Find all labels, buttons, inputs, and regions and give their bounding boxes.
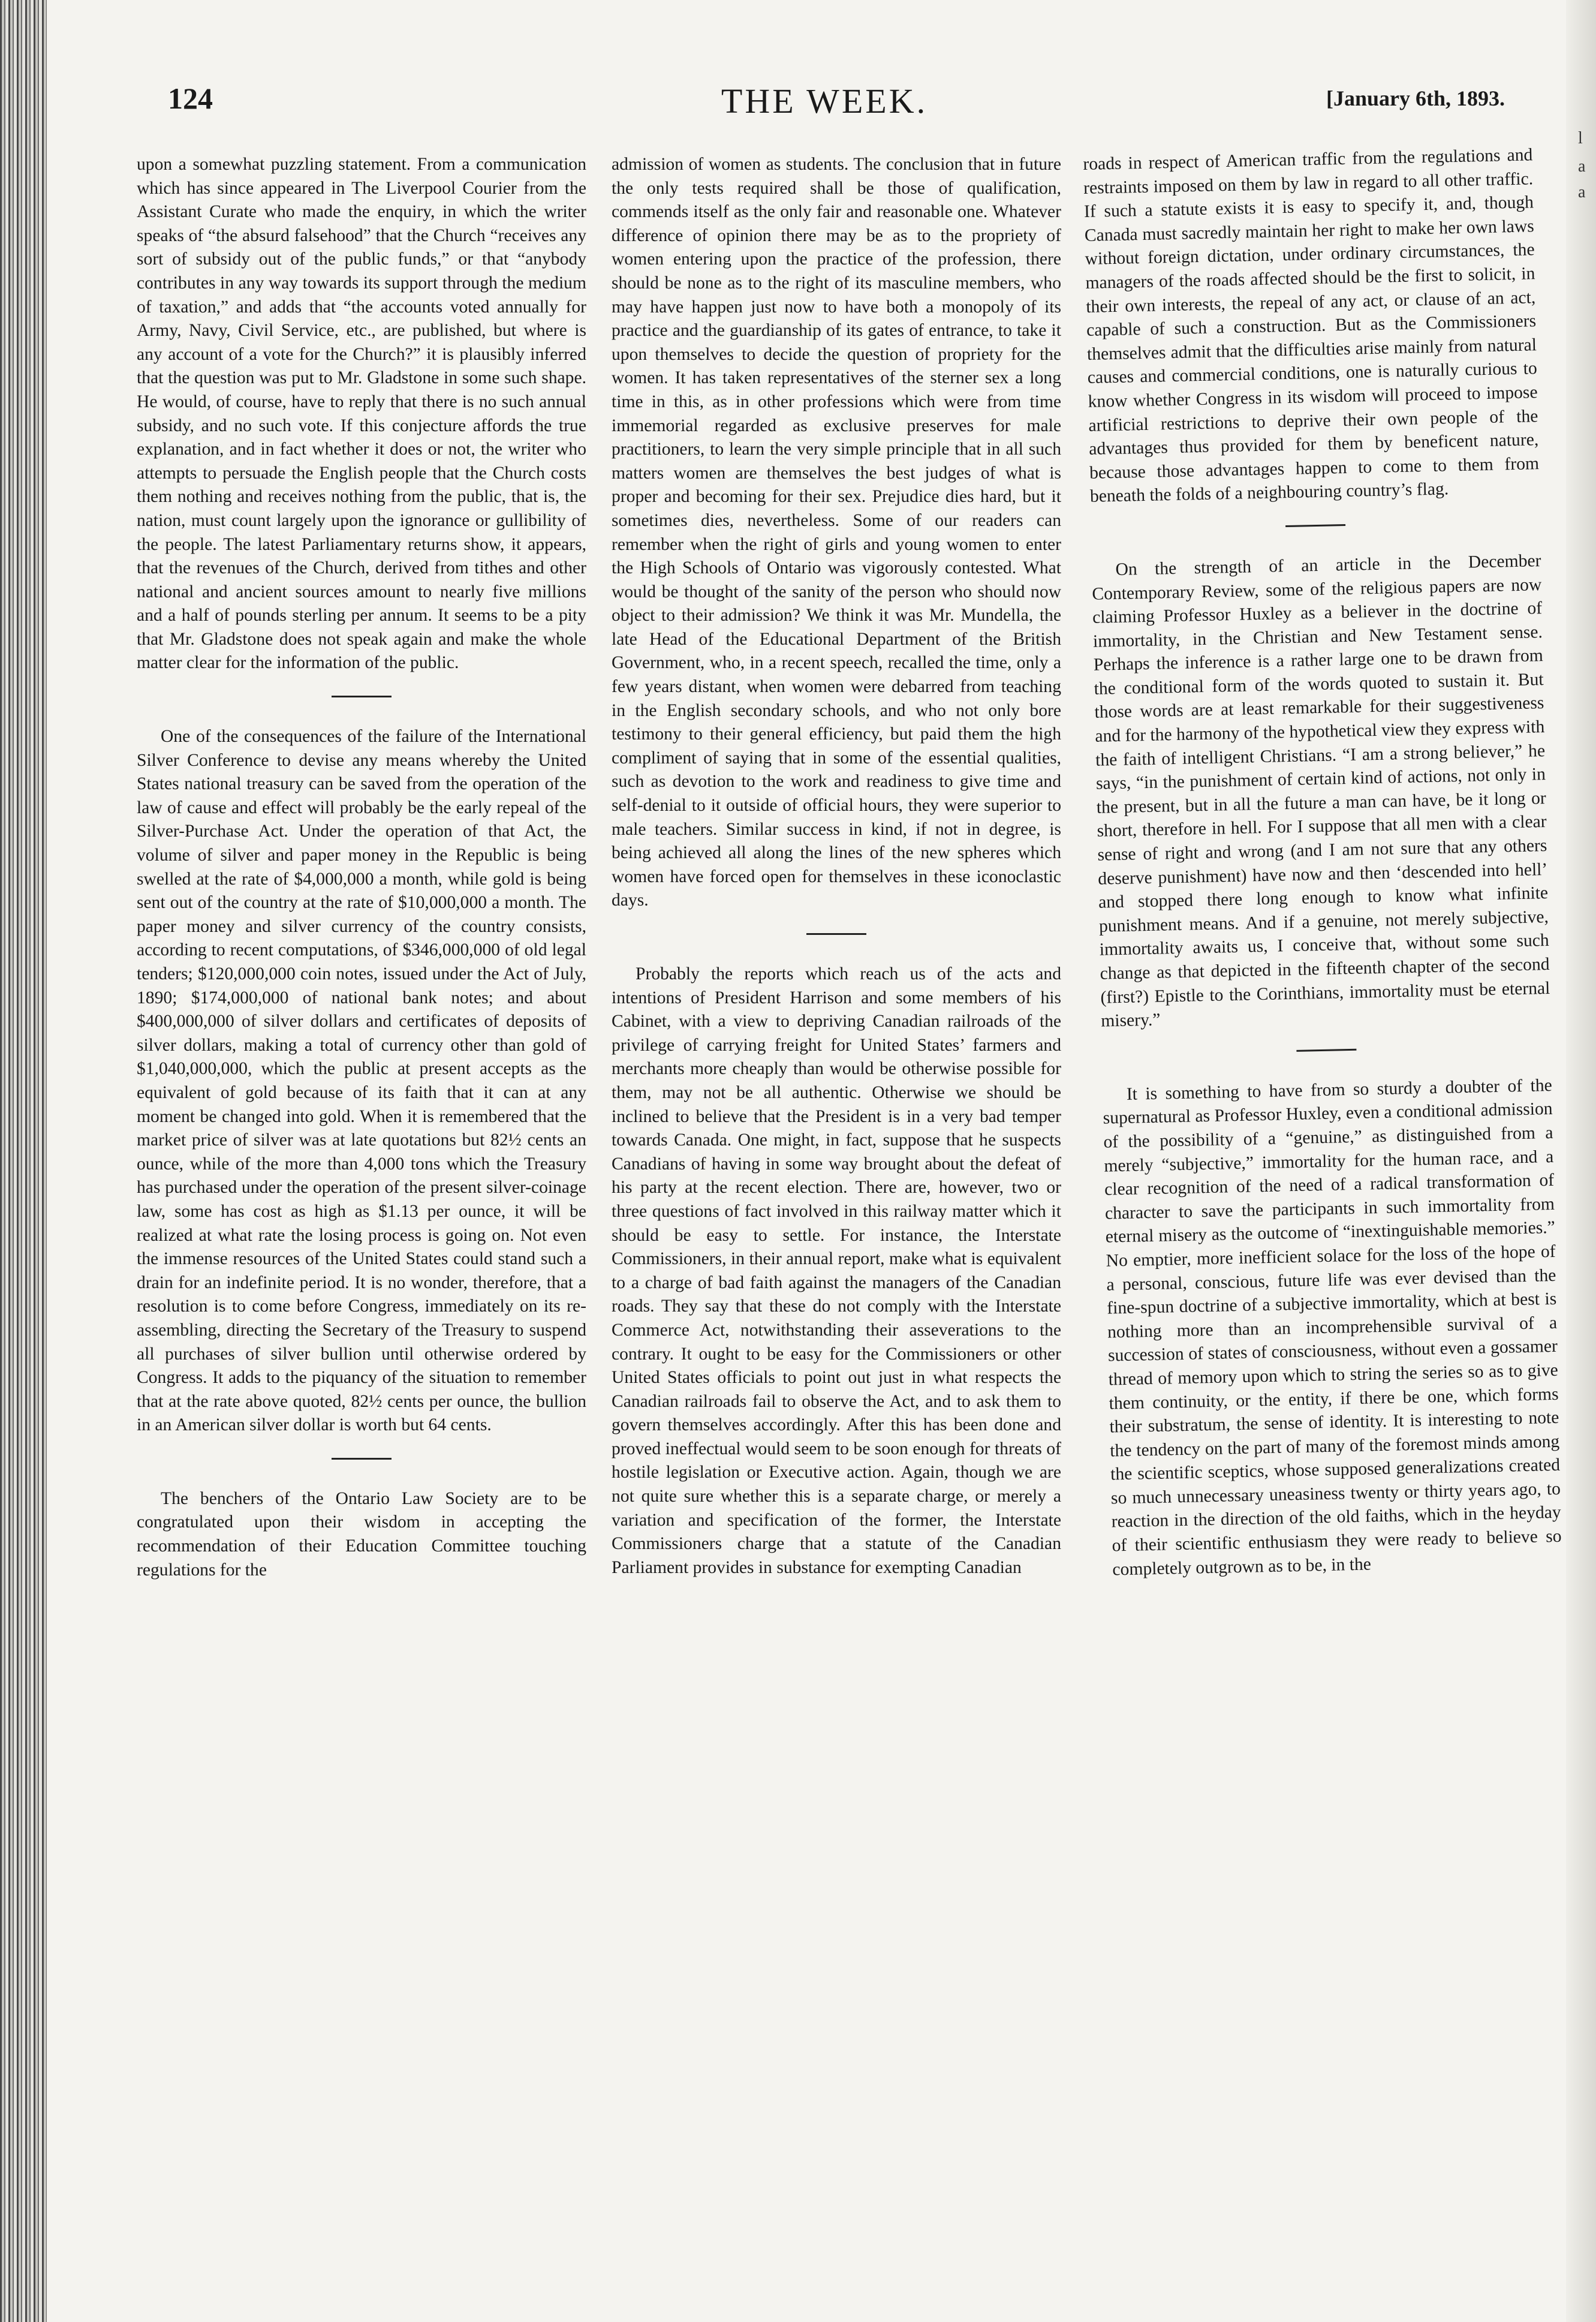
edge-fragment: a: [1578, 157, 1586, 176]
paragraph-ontario-law-society: The benchers of the Ontario Law Society are to be congratulated upon their wisdom in accepting the recommendation of their Education Committee touching regulations for the: [137, 1488, 586, 1580]
paragraph-canadian-railroads: Probably the reports which reach us of the acts and intentions of President Harrison and some members of his Cabinet, with a view to depriving Canadian railroads of the privilege of carrying freight for United States’ farmers and merchants more cheaply than would be otherwise possible for them, may not be all authentic. Otherwise we should be inclined to believe that the President is in a very bad temper towards Canada. One might, in fact, suppose that he suspects Canadians of having in some way brought about the defeat of his party at the recent election. There are, however, two or three questions of fact involved in this railway matter which it should be easy to settle. For instance, the Interstate Commissioners, in their annual report, make what is equivalent to a charge of bad faith against the managers of the Canadian roads. They say that these do not comply with the Interstate Commerce Act, notwithstanding their asseverations to the contrary. It ought to be easy for the Commissioners or other United States officials to point out just in what respects the Canadian railroads fail to observe the Act, and to ask them to govern themselves accordingly. After this has been done and proved ineffectual would seem to be soon enough for threats of hostile legislation or Executive action. Again, though we are not quite sure whether this is a separate charge, or merely a variation and specification of the former, the Interstate Commissioners charge that a statute of the Canadian Parliament provides in substance for exempting Canadian: [612, 964, 1061, 1577]
issue-date: [January 6th, 1893.: [1326, 86, 1505, 110]
paragraph-women-students: admission of women as students. The conclusion that in future the only tests required shall be those of qualification, commends itself as the only fair and reasonable one. Whatever difference of opinion there may be as to the propriety of women entering upon the practice of the profession, there should be none as to the right of its masculine members, who may have happen just now to have both a monopoly of its practice and the guardianship of its gates of entrance, to take it upon themselves to decide the question of propriety for the women. It has taken representatives of the sterner sex a long time in this, as in other professions which were from time immemorial regarded as exclusive preserves for male practitioners, to learn the very simple principle that in all such matters women are themselves the best judges of what is proper and becoming for their sex. Prejudice dies hard, but it sometimes dies, nevertheless. Some of our readers can remember when the right of girls and young women to enter the High Schools of Ontario was vigorously contested. What would be thought of the sanity of the person who should now object to their admission? We think it was Mr. Mundella, the late Head of the Educational Department of the British Government, who, in a recent speech, recalled the time, only a few years distant, when women were debarred from teaching in the English secondary schools, and who not only bore testimony to their general efficiency, but paid them the high compliment of saying that in some of the essential qualities, such as devotion to the work and readiness to give time and self-denial to it outside of official hours, they were superior to male teachers. Similar success in kind, if not in degree, is being achieved all along the lines of the new spheres which women have forced open for themselves in these iconoclastic days.: [612, 155, 1061, 910]
paragraph-american-traffic: roads in respect of American traffic from the regulations and restraints imposed on them by law in regard to all other traffic. If such a statute exists it is easy to specify it, and, though Canada must sacredly maintain her right to make her own laws without foreign dictation, under ordinary circumstances, the managers of the roads affected should be the first to solicit, in their own interests, the repeal of any act, or clause of an act, capable of such a construction. But as the Commissioners themselves admit that the difficulties arise mainly from natural causes and commercial conditions, one is naturally curious to know whether Congress in its wisdom will proceed to impose artificial restrictions to deprive their own people of the advantages thus provided for them by beneficent nature, because those advantages happen to come to them from beneath the folds of a neighbouring country’s flag.: [1083, 145, 1540, 507]
paragraph-silver-purchase-act: One of the consequences of the failure of the International Silver Conference to devise any means whereby the United States national treasury can be saved from the operation of the law of cause and effect will probably be the early repeal of the Silver-Purchase Act. Under the operation of that Act, the volume of silver and paper money in the Republic is being swelled at the rate of $4,000,000 a month, while gold is being sent out of the country at the rate of $10,000,000 a month. The paper money and silver currency of the country consists, according to recent computations, of $346,000,000 of old legal tenders; $120,000,000 coin notes, issued under the Act of July, 1890; $174,000,000 of national bank notes; and about $400,000,000 of silver dollars and certificates of deposits of silver dollars, making a total of currency other than gold of $1,040,000,000, which the public at present accepts as the equivalent of gold because of its faith that it can at any moment be changed into gold. When it is remembered that the market price of silver was at late quotations but 82½ cents an ounce, while of the more than 4,000 tons which the Treasury has purchased under the operation of the present silver-coinage law, some has cost as high as $1.13 per ounce, it will be realized at what rate the losing process is going on. Not even the immense resources of the United States could stand such a drain for an indefinite period. It is no wonder, therefore, that a resolution is to come before Congress, immediately on its re-assembling, directing the Secretary of the Treasury to suspend all purchases of silver bullion until otherwise ordered by Congress. It adds to the piquancy of the situation to remember that at the rate above quoted, 82½ cents per ounce, the bullion in an American silver dollar is worth but 64 cents.: [137, 727, 586, 1435]
paragraph-subjective-immortality: It is something to have from so sturdy a doubter of the supernatural as Professor Huxley, even a conditional admission of the possibility of a “genuine,” as distinguished from a merely “subjective,” immortality for the human race, and a clear recognition of the need of a radical transformation of character to save the participants in such immortality from eternal misery as the outcome of “inextinguishable memories.” No emptier, more inefficient solace for the loss of the hope of a personal, conscious, future life was ever devised than the fine-spun doctrine of a subjective immortality, which at best is nothing more than an incomprehensible survival of a succession of states of consciousness, without even a gossamer thread of memory upon which to string the series so as to give them continuity, or the entity, if there be one, which forms their substratum, the sense of identity. It is interesting to note the tendency on the part of many of the foremost minds among the scientific sceptics, whose supposed generalizations created so much unnecessary uneasiness twenty or thirty years ago, to reaction in the direction of the old faiths, which in the heyday of their scientific enthusiasm they were ready to believe so completely outgrown as to be, in the: [1103, 1075, 1562, 1580]
page-header: [144, 81, 1505, 129]
page-binding-edge: [0, 0, 47, 2322]
publication-title: THE WEEK.: [721, 82, 928, 121]
section-divider: [806, 933, 866, 935]
section-divider: [1296, 1049, 1356, 1052]
section-divider: [332, 1458, 392, 1460]
paragraph-huxley-immortality: On the strength of an article in the December Contemporary Review, some of the religious papers are now claiming Professor Huxley as a believer in the doctrine of immortality, in the Christian and New Testament sense. Perhaps the inference is a rather large one to be drawn from the conditional form of the words quoted to sustain it. But those words are at least remarkable for their suggestiveness and for the harmony of the hypothetical view they express with the faith of intelligent Christians. “I am a strong believer,” he says, “in the punishment of certain kind of actions, not only in the present, but in all the future a man can have, be it long or short, therefore in hell. For I suppose that all men with a clear sense of right and wrong (and I am not sure that any others deserve punishment) have now and then ‘descended into hell’ and stopped there long enough to know what infinite punishment means. And if a genuine, not merely subjective, immortality awaits us, I conceive that, without some such change as that depicted in the fifteenth chapter of the second (first?) Epistle to the Corinthians, immortality must be eternal misery.”: [1092, 551, 1550, 1031]
section-divider: [1285, 524, 1345, 527]
column-3: [1083, 143, 1562, 1581]
next-page-edge: [1566, 0, 1596, 2322]
edge-fragment: a: [1578, 183, 1586, 201]
page-number: 124: [168, 82, 213, 115]
edge-fragment: l: [1578, 129, 1583, 148]
section-divider: [332, 696, 392, 697]
column-2: [612, 153, 1061, 1580]
paragraph-church-funding: upon a somewhat puzzling statement. From a communication which has since appeared in The Liverpool Courier from the Assistant Curate who made the enquiry, in which the writer speaks of “the absurd falsehood” that the Church “receives any sort of subsidy out of the public funds,” or that “anybody contributes in any way towards its support through the medium of taxation,” and adds that “the accounts voted annually for Army, Navy, Civil Service, etc., are published, but where is any account of a vote for the Church?” it is plausibly inferred that the question was put to Mr. Gladstone in some such shape. He would, of course, have to reply that there is no such annual subsidy, and no such vote. If this conjecture affords the true explanation, and in fact whether it does or not, the writer who attempts to persuade the English people that the Church costs them nothing and receives nothing from the public, that is, the nation, must count largely upon the ignorance or gullibility of the people. The latest Parliamentary returns show, it appears, that the revenues of the Church, derived from tithes and other national and ancient sources amount to nearly five millions and a half of pounds sterling per annum. It seems to be a pity that Mr. Gladstone does not speak again and make the whole matter clear for the information of the public.: [137, 155, 586, 673]
column-1: [137, 153, 586, 1582]
